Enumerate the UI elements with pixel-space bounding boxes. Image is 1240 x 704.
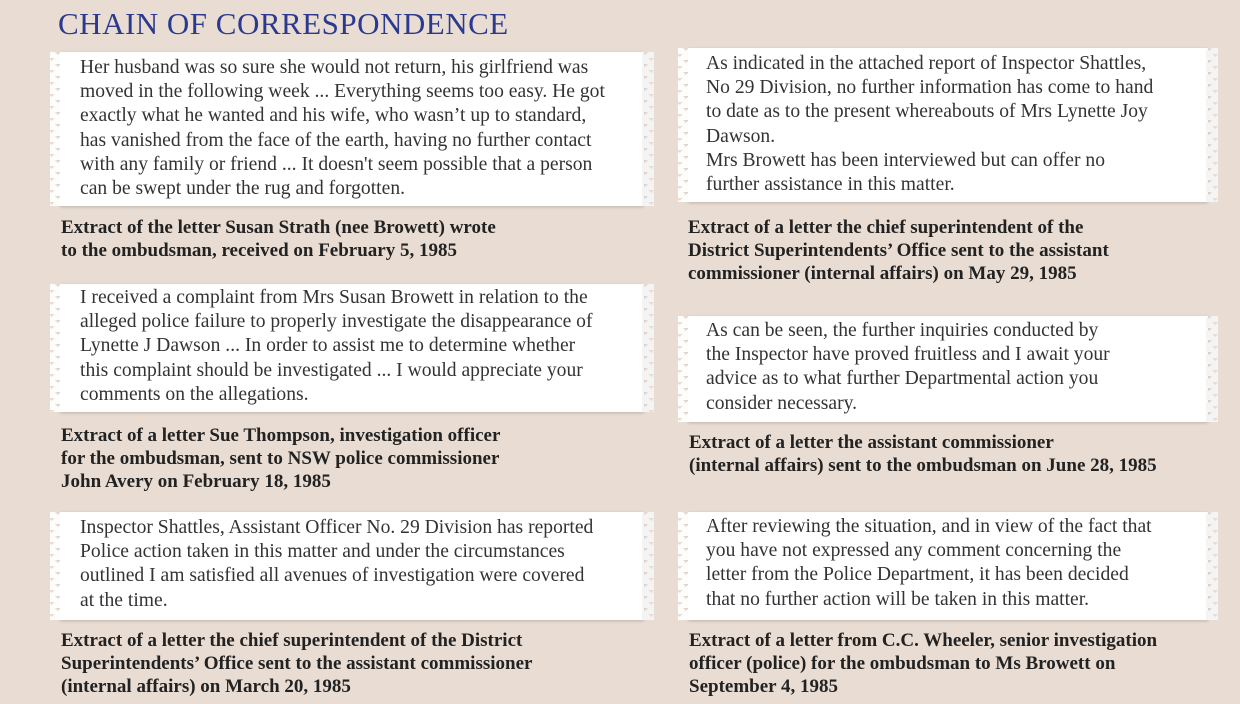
- quote-line: comments on the allegations.: [80, 383, 309, 405]
- letter-quote-6: [688, 512, 1208, 620]
- quote-line: you have not expressed any comment concerning the: [706, 540, 1122, 562]
- caption-line: Extract of a letter the assistant commissioner: [689, 432, 1054, 453]
- quote-line: Inspector Shattles, Assistant Officer No. 29 Division has reported: [80, 517, 594, 538]
- caption-line: Superintendents’ Office sent to the assistant commissioner: [61, 653, 533, 674]
- quote-line: at the time.: [80, 589, 168, 611]
- quote-line: Police action taken in this matter and under the circumstances: [80, 541, 565, 563]
- quote-line: has vanished from the face of the earth, having no further contact: [80, 129, 592, 151]
- letter-quote-1: [60, 52, 644, 206]
- quote-line: this complaint should be investigated ... I would appreciate your: [80, 359, 583, 381]
- caption-line: John Avery on February 18, 1985: [61, 471, 331, 492]
- quote-line: consider necessary.: [706, 392, 858, 414]
- caption-line: Extract of the letter Susan Strath (nee Browett) wrote: [61, 217, 496, 238]
- caption-line: September 4, 1985: [689, 676, 838, 697]
- letter-quote-4: [688, 48, 1208, 202]
- quote-line: As can be seen, the further inquiries conducted by: [706, 320, 1099, 341]
- letter-quote-2: [60, 284, 644, 412]
- quote-line: No 29 Division, no further information has come to hand: [706, 77, 1154, 99]
- quote-line: letter from the Police Department, it has been decided: [706, 564, 1129, 586]
- quote-line: the Inspector have proved fruitless and I await your: [706, 344, 1110, 366]
- caption-line: Extract of a letter Sue Thompson, investigation officer: [61, 425, 501, 446]
- caption-line: Extract of a letter from C.C. Wheeler, senior investigation: [689, 630, 1158, 651]
- caption-line: (internal affairs) on March 20, 1985: [61, 676, 351, 697]
- letter-caption-6: [689, 629, 1157, 698]
- quote-line: I received a complaint from Mrs Susan Browett in relation to the: [80, 287, 588, 308]
- letter-caption-1: [61, 216, 496, 262]
- caption-line: officer (police) for the ombudsman to Ms Browett on: [689, 653, 1116, 674]
- page-title: CHAIN OF CORRESPONDENCE: [58, 6, 509, 41]
- quote-line: Dawson.: [706, 125, 776, 147]
- quote-line: to date as to the present whereabouts of Mrs Lynette Joy: [706, 101, 1148, 123]
- quote-line: Lynette J Dawson ... In order to assist me to determine whether: [80, 335, 576, 357]
- caption-line: Extract of a letter the chief superintendent of the: [688, 217, 1084, 238]
- letter-caption-3: [61, 629, 532, 698]
- quote-line: alleged police failure to properly investigate the disappearance of: [80, 311, 593, 333]
- letter-quote-3: [60, 512, 644, 620]
- quote-line: that no further action will be taken in this matter.: [706, 588, 1090, 610]
- caption-line: for the ombudsman, sent to NSW police commissioner: [61, 448, 500, 469]
- quote-line: Mrs Browett has been interviewed but can offer no: [706, 149, 1106, 171]
- caption-line: commissioner (internal affairs) on May 29, 1985: [688, 263, 1077, 284]
- caption-line: to the ombudsman, received on February 5, 1985: [61, 240, 457, 261]
- caption-line: (internal affairs) sent to the ombudsman on June 28, 1985: [689, 455, 1157, 476]
- quote-line: can be swept under the rug and forgotten.: [80, 178, 406, 200]
- caption-line: District Superintendents’ Office sent to the assistant: [688, 240, 1109, 261]
- quote-line: further assistance in this matter.: [706, 174, 955, 196]
- caption-line: Extract of a letter the chief superintendent of the District: [61, 630, 523, 651]
- letter-quote-5: [688, 316, 1208, 422]
- quote-line: Her husband was so sure she would not return, his girlfriend was: [80, 57, 589, 78]
- letter-caption-4: [688, 216, 1109, 285]
- quote-line: with any family or friend ... It doesn't seem possible that a person: [80, 153, 593, 175]
- quote-line: As indicated in the attached report of Inspector Shattles,: [706, 53, 1147, 74]
- letter-caption-2: [61, 424, 500, 493]
- letter-caption-5: [689, 431, 1157, 477]
- quote-line: moved in the following week ... Everything seems too easy. He got: [80, 81, 605, 103]
- quote-line: advice as to what further Departmental action you: [706, 368, 1099, 390]
- quote-line: exactly what he wanted and his wife, who wasn’t up to standard,: [80, 105, 587, 127]
- quote-line: outlined I am satisfied all avenues of investigation were covered: [80, 565, 585, 587]
- quote-line: After reviewing the situation, and in view of the fact that: [706, 516, 1152, 537]
